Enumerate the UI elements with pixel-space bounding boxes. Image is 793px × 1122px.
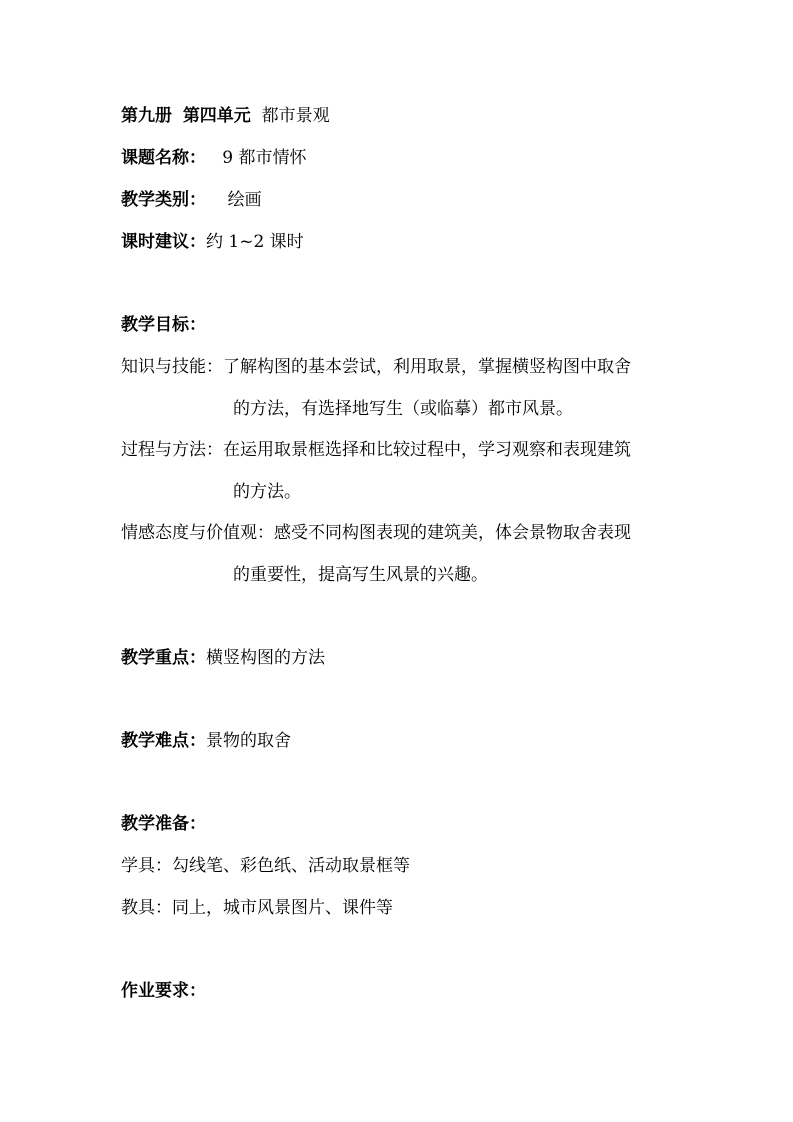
focus-label: 教学重点： (121, 648, 206, 668)
process-label: 过程与方法： (121, 440, 223, 460)
focus-row (121, 648, 325, 668)
knowledge-text-line1: 了解构图的基本尝试，利用取景，掌握横竖构图中取舍 (223, 357, 631, 377)
process-text-line1: 在运用取景框选择和比较过程中，学习观察和表现建筑 (223, 440, 631, 460)
unit-header (121, 106, 330, 126)
process-row (121, 440, 631, 460)
knowledge-text-line2: 的方法，有选择地写生（或临摹）都市风景。 (233, 399, 573, 419)
student-tools-row (121, 856, 410, 876)
teacher-tools-label: 教具： (121, 898, 172, 918)
book-label: 第九册 (121, 106, 172, 126)
preparation-heading: 教学准备： (121, 814, 206, 834)
emotion-label: 情感态度与价值观： (121, 523, 274, 543)
difficulty-row (121, 731, 291, 751)
category-label: 教学类别： (121, 190, 206, 210)
unit-title: 都市景观 (261, 106, 330, 126)
student-tools-value: 勾线笔、彩色纸、活动取景框等 (172, 856, 410, 876)
category-value: 绘画 (227, 190, 262, 210)
topic-value: 9 都市情怀 (222, 148, 307, 168)
homework-heading: 作业要求： (121, 981, 206, 1001)
teacher-tools-value: 同上，城市风景图片、课件等 (172, 898, 393, 918)
emotion-row (121, 523, 631, 543)
teacher-tools-row (121, 898, 393, 918)
emotion-text-line1: 感受不同构图表现的建筑美，体会景物取舍表现 (274, 523, 631, 543)
unit-label: 第四单元 (182, 106, 251, 126)
knowledge-label: 知识与技能： (121, 357, 223, 377)
focus-value: 横竖构图的方法 (206, 648, 325, 668)
difficulty-value: 景物的取舍 (206, 731, 291, 751)
hours-row (121, 232, 304, 252)
hours-label: 课时建议： (121, 232, 206, 252)
student-tools-label: 学具： (121, 856, 172, 876)
category-row (121, 190, 262, 210)
emotion-text-line2: 的重要性，提高写生风景的兴趣。 (233, 565, 488, 585)
difficulty-label: 教学难点： (121, 731, 206, 751)
knowledge-row (121, 357, 631, 377)
process-text-line2: 的方法。 (233, 482, 301, 502)
objectives-heading: 教学目标： (121, 315, 206, 335)
topic-label: 课题名称： (121, 148, 206, 168)
hours-value: 约 1~2 课时 (206, 232, 304, 252)
topic-row (121, 148, 306, 168)
